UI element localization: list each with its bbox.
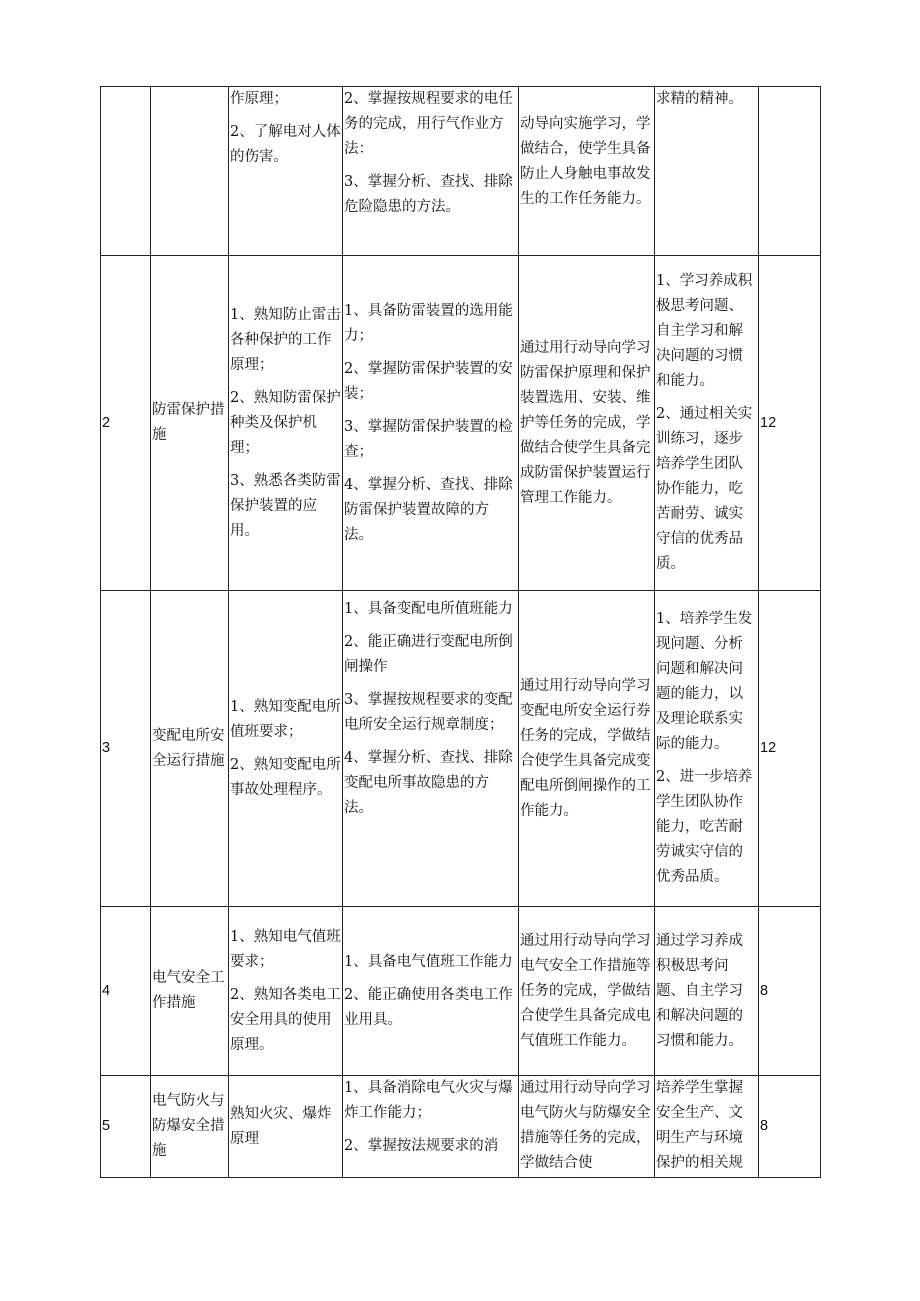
- quality-cell: [655, 591, 759, 907]
- method-cell: [519, 1076, 655, 1178]
- knowledge-cell: [229, 256, 343, 591]
- knowledge-item: 1、熟知变配电所值班要求；: [230, 698, 341, 740]
- skill-item: 1、具备消除电气火灾与爆炸工作能力；: [344, 1080, 513, 1121]
- skill-item: 3、掌握分析、查找、排除危险隐患的方法。: [344, 174, 513, 215]
- method-item: 动导向实施学习，学做结合，使学生具备防止人身触电事故发生的工作任务能力。: [520, 116, 651, 207]
- row-number-cell: 3: [101, 591, 151, 907]
- row-number-cell: 5: [101, 1076, 151, 1178]
- knowledge-cell: [229, 1076, 343, 1178]
- method-item: 通过用行动导向学习电气安全工作措施等任务的完成，学做结合使学生具备完成电气值班工作能力。: [520, 932, 651, 1049]
- task-name-cell: [151, 87, 229, 256]
- knowledge-item: 3、熟悉各类防雷保护装置的应用。: [230, 472, 341, 539]
- hours-cell: 8: [759, 907, 821, 1076]
- skill-item: 4、掌握分析、查找、排除变配电所事故隐患的方法。: [344, 750, 513, 816]
- row-number-cell: 4: [101, 907, 151, 1076]
- knowledge-cell: [229, 87, 343, 256]
- knowledge-item: 熟知火灾、爆炸原理: [230, 1105, 332, 1147]
- method-cell: [519, 256, 655, 591]
- skills-cell: [343, 1076, 519, 1178]
- skill-item: 1、具备电气值班工作能力: [344, 953, 513, 970]
- quality-cell: [655, 907, 759, 1076]
- quality-item: 培养学生掌握安全生产、文明生产与环境保护的相关规: [656, 1080, 743, 1171]
- row-number-cell: [101, 87, 151, 256]
- knowledge-item: 2、熟知变配电所事故处理程序。: [230, 756, 341, 798]
- method-cell: [519, 907, 655, 1076]
- skill-item: 1、具备变配电所值班能力: [344, 601, 513, 617]
- knowledge-item: 2、熟知各类电工安全用具的使用原理。: [230, 986, 341, 1053]
- quality-item: 求精的精神。: [656, 91, 743, 107]
- hours-cell: 12: [759, 591, 821, 907]
- method-cell: [519, 591, 655, 907]
- task-name-cell: 电气安全工作措施: [151, 907, 229, 1076]
- skill-item: 2、掌握按规程要求的电任务的完成，用行气作业方法：: [344, 91, 513, 157]
- knowledge-item: 作原理；: [230, 91, 288, 107]
- quality-item: 2、通过相关实训练习，逐步培养学生团队协作能力，吃苦耐劳、诚实守信的优秀品质。: [656, 406, 753, 572]
- knowledge-item: 1、熟知电气值班要求；: [230, 928, 341, 970]
- task-name-cell: 电气防火与防爆安全措施: [151, 1076, 229, 1178]
- quality-cell: [655, 256, 759, 591]
- knowledge-item: 2、熟知防雷保护种类及保护机理；: [230, 389, 341, 456]
- skills-cell: [343, 87, 519, 256]
- hours-cell: 12: [759, 256, 821, 591]
- knowledge-cell: [229, 591, 343, 907]
- quality-item: 通过学习养成积极思考问题、自主学习和解决问题的习惯和能力。: [656, 932, 743, 1049]
- skills-cell: [343, 907, 519, 1076]
- skill-item: 1、具备防雷装置的选用能力；: [344, 302, 513, 344]
- table-row: [101, 87, 821, 256]
- table-row: [101, 591, 821, 907]
- quality-cell: [655, 87, 759, 256]
- skill-item: 3、掌握按规程要求的变配电所安全运行规章制度；: [344, 692, 513, 733]
- knowledge-cell: [229, 907, 343, 1076]
- skill-item: 4、掌握分析、查找、排除防雷保护装置故障的方法。: [344, 476, 513, 543]
- skill-item: 2、掌握按法规要求的消: [344, 1138, 499, 1154]
- task-name-cell: 防雷保护措施: [151, 256, 229, 591]
- quality-item: 2、进一步培养学生团队协作能力，吃苦耐劳诚实守信的优秀品质。: [656, 769, 753, 885]
- knowledge-item: 1、熟知防止雷击各种保护的工作原理；: [230, 306, 341, 373]
- table-row: [101, 1076, 821, 1178]
- skills-cell: [343, 591, 519, 907]
- quality-item: 1、学习养成积极思考问题、自主学习和解决问题的习惯和能力。: [656, 273, 753, 389]
- hours-cell: 8: [759, 1076, 821, 1178]
- knowledge-item: 2、了解电对人体的伤害。: [230, 124, 341, 165]
- skills-cell: [343, 256, 519, 591]
- course-content-table: [100, 86, 821, 1178]
- skill-item: 3、掌握防雷保护装置的检查；: [344, 418, 513, 460]
- method-item: 通过用行动导向学习电气防火与防爆安全措施等任务的完成，学做结合使: [520, 1080, 651, 1171]
- table-row: [101, 907, 821, 1076]
- skill-item: 2、掌握防雷保护装置的安装；: [344, 360, 513, 402]
- skill-item: 2、能正确使用各类电工作业用具。: [344, 986, 513, 1028]
- method-cell: [519, 87, 655, 256]
- task-name-cell: 变配电所安全运行措施: [151, 591, 229, 907]
- hours-cell: [759, 87, 821, 256]
- skill-item: 2、能正确进行变配电所倒闸操作: [344, 634, 513, 675]
- table-row: [101, 256, 821, 591]
- method-item: 通过用行动导向学习变配电所安全运行券任务的完成，学做结合使学生具备完成变配电所倒闸操作的工作能力。: [520, 677, 651, 819]
- row-number-cell: 2: [101, 256, 151, 591]
- quality-item: 1、培养学生发现问题、分析问题和解决问题的能力，以及理论联系实际的能力。: [656, 611, 753, 752]
- method-item: 通过用行动导向学习防雷保护原理和保护装置选用、安装、维护等任务的完成，学做结合使学生具备完成防雷保护装置运行管理工作能力。: [520, 339, 651, 506]
- quality-cell: [655, 1076, 759, 1178]
